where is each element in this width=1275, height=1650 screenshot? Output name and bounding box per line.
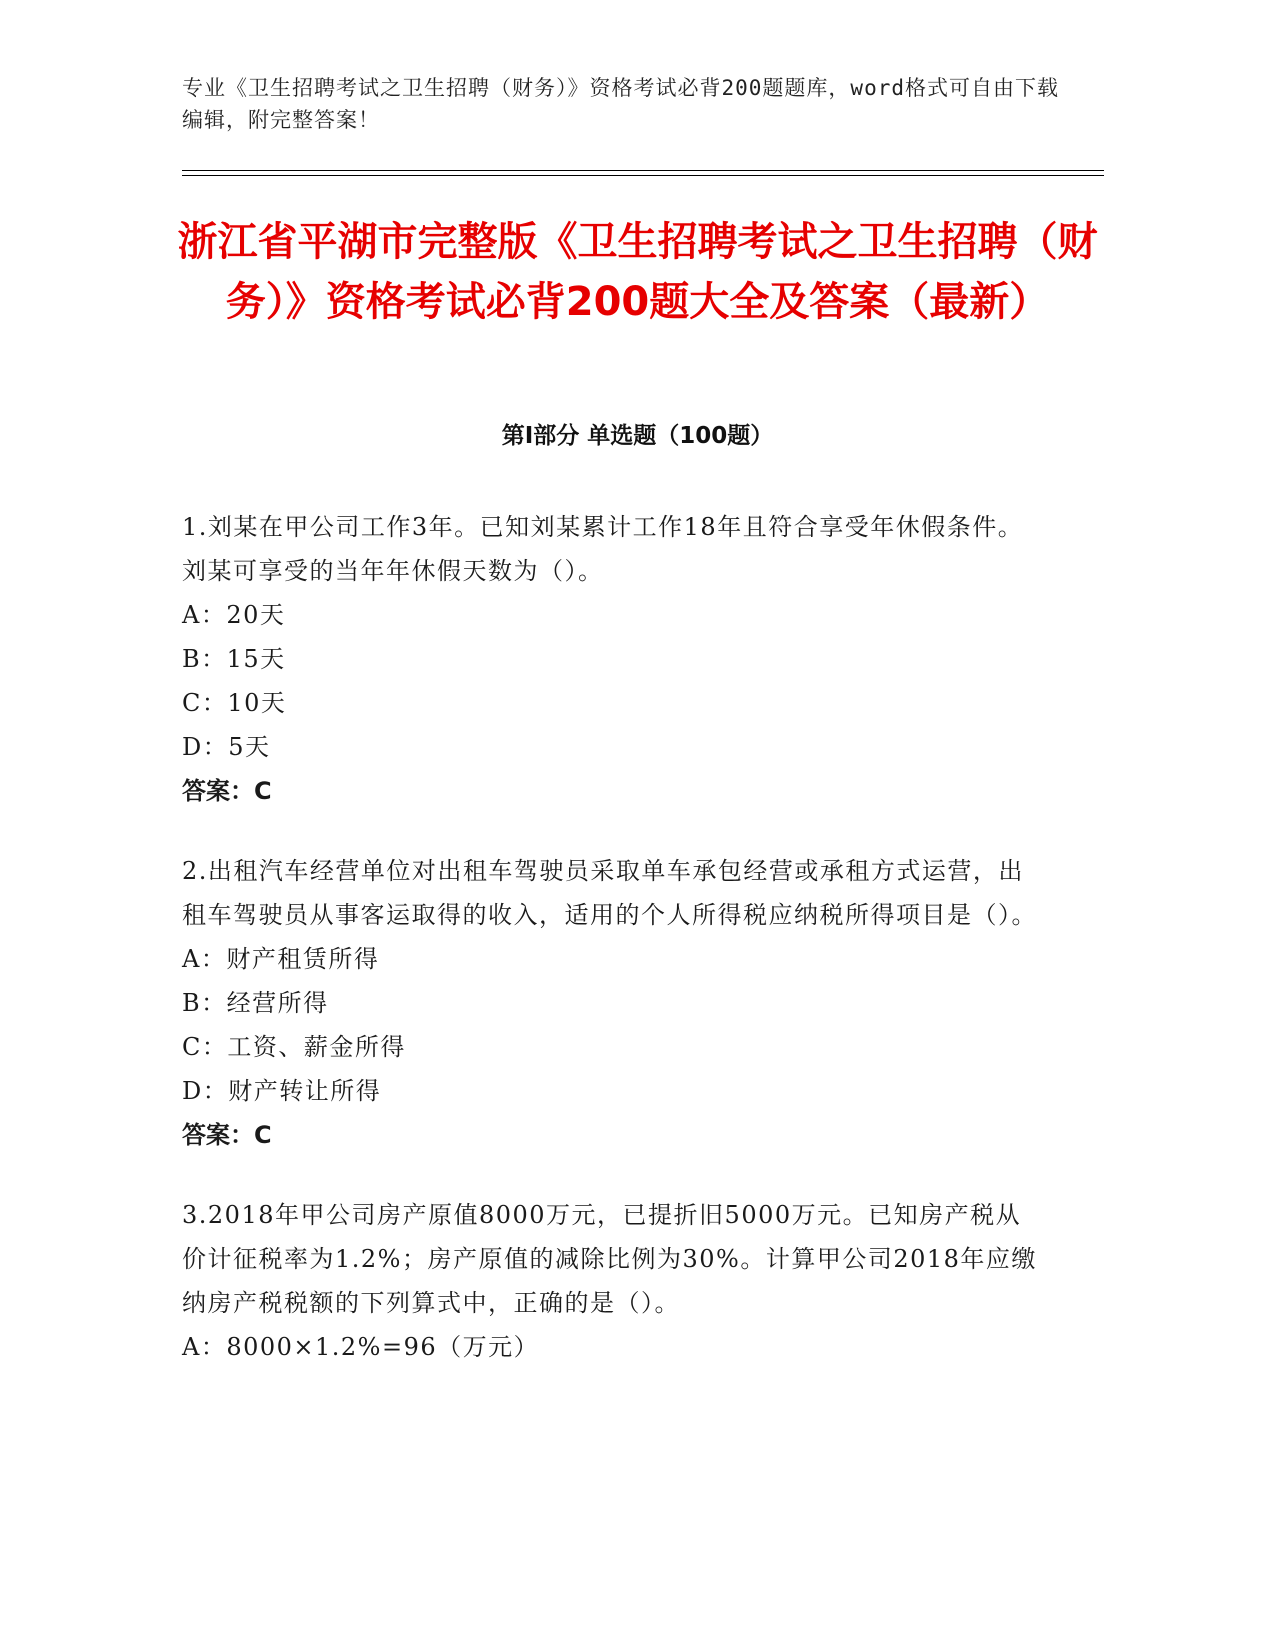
option-b: B：15天 xyxy=(182,645,286,673)
header-note: 专业《卫生招聘考试之卫生招聘（财务）》资格考试必背200题题库，word格式可自由下载编辑，附完整答案！ xyxy=(182,76,1059,132)
section-title: 第Ⅰ部分 单选题（100题） xyxy=(501,423,774,449)
option-c: C：工资、薪金所得 xyxy=(182,1033,406,1061)
question-stem: 2.出租汽车经营单位对出租车驾驶员采取单车承包经营或承租方式运营，出租车驾驶员从事客运取得的收入，适用的个人所得税应纳税所得项目是（）。 xyxy=(182,857,1037,929)
question-stem: 3.2018年甲公司房产原值8000万元，已提折旧5000万元。已知房产税从价计征税率为1.2%；房产原值的减除比例为30%。计算甲公司2018年应缴纳房产税税额的下列算式中，正确的是（）。 xyxy=(182,1201,1037,1317)
option-a: A：财产租赁所得 xyxy=(182,945,380,973)
option-a: A：8000×1.2%=96（万元） xyxy=(182,1333,540,1361)
question-2 xyxy=(182,849,1042,1157)
option-b: B：经营所得 xyxy=(182,989,329,1017)
answer: 答案：C xyxy=(182,777,272,805)
header-divider-top xyxy=(182,170,1104,171)
document-title: 浙江省平湖市完整版《卫生招聘考试之卫生招聘（财务）》资格考试必背200题大全及答案（最新） xyxy=(177,219,1098,325)
header-divider-bottom xyxy=(182,175,1104,176)
option-d: D：5天 xyxy=(182,733,271,761)
question-1 xyxy=(182,505,1042,813)
option-c: C：10天 xyxy=(182,689,287,717)
option-a: A：20天 xyxy=(182,601,286,629)
option-d: D：财产转让所得 xyxy=(182,1077,382,1105)
answer: 答案：C xyxy=(182,1121,272,1149)
question-list xyxy=(182,505,1042,1405)
question-3 xyxy=(182,1193,1042,1369)
question-stem: 1.刘某在甲公司工作3年。已知刘某累计工作18年且符合享受年休假条件。刘某可享受的当年年休假天数为（）。 xyxy=(182,513,1024,585)
